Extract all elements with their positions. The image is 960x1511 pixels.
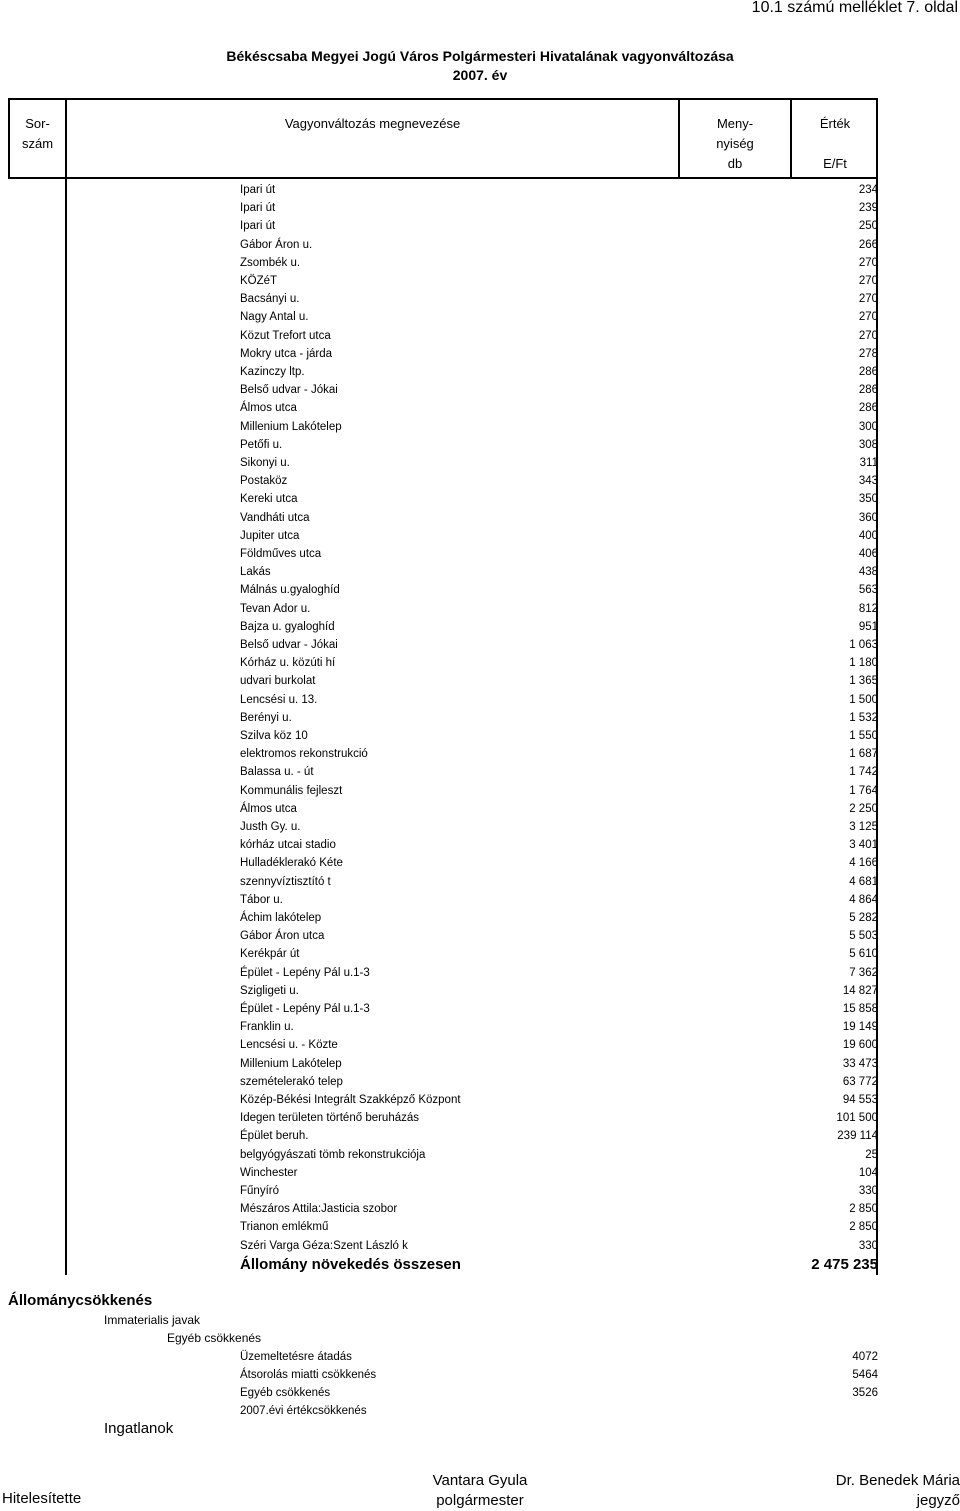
table-row [240,927,878,945]
row-value: 104 [858,1166,878,1179]
row-name: Közép-Békési Integrált Szakképző Központ [240,1094,461,1106]
header-ertek [792,114,878,174]
row-value: 270 [858,329,878,342]
row-name: Málnás u.gyaloghíd [240,584,340,597]
header-megnevezes: Vagyonváltozás megnevezése [284,116,461,131]
table-row [240,1000,878,1018]
row-value: 19 149 [842,1021,878,1034]
row-value: 5 610 [849,948,878,961]
row-name: Áchim lakótelep [240,912,322,924]
decrease-row-value: 5464 [852,1369,878,1381]
row-name: Közut Trefort utca [240,329,331,342]
row-value: 33 473 [842,1057,878,1070]
table-row [240,1073,878,1091]
row-name: udvari burkolat [240,675,316,688]
row-name: Kórház u. közúti hí [240,657,336,670]
row-value: 15 858 [842,1003,878,1015]
header-mennyiseg [680,114,790,174]
table-row [240,709,878,727]
row-value: 19 600 [842,1039,878,1052]
table-row [240,1018,878,1036]
table-row [240,254,878,272]
table-row [240,1055,878,1073]
row-name: Belső udvar - Jókai [240,384,338,397]
row-name: Trianon emlékmű [240,1221,329,1234]
row-name: Széri Varga Géza:Szent László k [240,1239,408,1252]
row-value: 3 401 [849,839,878,852]
row-name: Épület - Lepény Pál u.1-3 [240,1003,370,1015]
row-value: 270 [858,311,878,324]
row-value: 7 362 [849,966,878,979]
row-value: 350 [858,493,878,506]
row-name: Gábor Áron utca [240,930,325,943]
row-name: Winchester [240,1166,298,1179]
decrease-row [240,1366,878,1384]
table-row [240,1146,878,1164]
row-name: Fűnyíró [240,1185,279,1197]
row-name: Tevan Ador u. [240,602,311,615]
row-value: 94 553 [842,1094,878,1106]
row-name: Gábor Áron u. [240,238,313,251]
row-name: Álmos utca [240,402,297,415]
table-row [240,727,878,745]
table-row [240,181,878,199]
header-divider [65,100,67,177]
table-row [240,290,878,308]
table-row [240,1237,878,1255]
table-row [240,509,878,527]
header-sorszam [10,114,65,154]
decrease-row [240,1402,878,1420]
row-value: 286 [858,366,878,378]
table-row [240,1091,878,1109]
row-name: Kazinczy ltp. [240,366,305,378]
table-row [240,327,878,345]
table-row [240,982,878,1000]
table-row [240,308,878,326]
row-name: Sikonyi u. [240,457,290,469]
header-sorszam-line1: Sor- [25,116,50,131]
table-row [240,399,878,417]
row-value: 4 166 [849,857,878,870]
table-row [240,563,878,581]
decrease-row-name: Üzemeltetésre átadás [240,1351,352,1363]
row-value: 2 850 [849,1221,878,1234]
row-value: 3 125 [849,821,878,833]
row-name: Idegen területen történő beruházás [240,1112,420,1125]
row-value: 1 742 [849,766,878,779]
total-value: 2 475 235 [811,1256,878,1273]
row-name: Jupiter utca [240,529,300,542]
row-value: 330 [858,1239,878,1252]
row-name: szemételerakó telep [240,1075,343,1088]
row-name: Kommunális fejleszt [240,784,343,797]
row-value: 330 [858,1185,878,1197]
table-row [240,199,878,217]
table-row [240,490,878,508]
table-row [240,618,878,636]
row-value: 1 550 [849,730,878,742]
row-name: elektromos rekonstrukció [240,748,368,761]
row-value: 4 864 [849,893,878,906]
table-row [240,345,878,363]
row-value: 270 [858,256,878,269]
row-name: szennyvíztisztító t [240,875,331,888]
row-value: 266 [858,238,878,251]
decrease-row [240,1348,878,1366]
row-value: 239 [858,202,878,215]
row-name: Épület beruh. [240,1130,309,1143]
row-value: 812 [858,602,878,615]
row-value: 1 500 [849,693,878,706]
table-row [240,545,878,563]
row-value: 101 500 [836,1112,878,1125]
row-name: Kereki utca [240,493,298,506]
row-value: 951 [858,620,878,633]
table-row [240,527,878,545]
table-row [240,436,878,454]
row-value: 1 063 [849,639,878,651]
row-name: Lakás [240,566,271,579]
header-mennyiseg-line2: nyiség [716,136,754,151]
row-name: Petőfi u. [240,438,283,451]
header-ertek-line2: E/Ft [823,156,847,171]
row-value: 250 [858,220,878,233]
table-row [240,745,878,763]
row-name: Álmos utca [240,802,297,815]
table-row [240,854,878,872]
table-row [240,272,878,290]
row-name: kórház utcai stadio [240,839,336,852]
row-value: 63 772 [842,1075,878,1088]
row-value: 2 250 [849,802,878,815]
row-value: 1 764 [849,784,878,797]
row-value: 270 [858,293,878,306]
row-name: Balassa u. - út [240,766,314,779]
row-value: 239 114 [837,1130,878,1143]
row-name: Ipari út [240,220,276,233]
table-row [240,381,878,399]
mayor-title: polgármester [436,1492,524,1509]
row-name: Bajza u. gyaloghíd [240,620,335,633]
footer-certify: Hitelesítette [2,1490,82,1507]
row-name: Hulladéklerakó Kéte [240,857,343,870]
row-name: Mokry utca - járda [240,347,333,360]
page-label: 10.1 számú melléklet 7. oldal [751,0,958,16]
decrease-realestate: Ingatlanok [104,1420,174,1437]
row-value: 1 365 [849,675,878,688]
row-name: Millenium Lakótelep [240,420,342,433]
row-name: Millenium Lakótelep [240,1057,342,1070]
header-mennyiseg-line1: Meny- [716,116,754,131]
table-row [240,636,878,654]
row-value: 5 503 [849,930,878,943]
row-name: Ipari út [240,184,276,196]
table-row [240,581,878,599]
row-value: 286 [858,402,878,415]
document-title: Békéscsaba Megyei Jogú Város Polgármesteri Hivatalának vagyonváltozása [226,48,734,64]
table-row [240,891,878,909]
row-name: Vandháti utca [240,511,310,524]
table-row [240,909,878,927]
table-row [240,1218,878,1236]
row-value: 406 [858,548,878,560]
row-name: Kerékpár út [240,948,300,961]
row-value: 4 681 [849,875,878,888]
row-name: Épület - Lepény Pál u.1-3 [240,966,370,979]
table-row [240,818,878,836]
table-row [240,782,878,800]
table-row [240,691,878,709]
row-value: 311 [859,457,878,469]
row-value: 286 [858,384,878,397]
decrease-row-value: 3526 [852,1387,878,1399]
footer-notary [790,1471,960,1511]
decrease-other: Egyéb csökkenés [167,1331,262,1345]
table-row [240,836,878,854]
table-row [240,1200,878,1218]
row-name: Szilva köz 10 [240,730,308,742]
row-name: Mészáros Attila:Jasticia szobor [240,1203,398,1216]
row-value: 1 687 [849,748,878,761]
row-name: Zsombék u. [240,256,301,269]
row-name: Lencsési u. - Közte [240,1039,338,1052]
row-value: 14 827 [842,984,878,997]
row-name: Földműves utca [240,548,322,560]
table-row [240,1036,878,1054]
row-value: 2 850 [849,1203,878,1216]
row-value: 400 [858,529,878,542]
decrease-immaterial: Immaterialis javak [104,1313,201,1327]
header-sorszam-line2: szám [21,136,54,151]
notary-title: jegyző [916,1492,960,1509]
document-year: 2007. év [452,67,508,83]
decrease-row-name: 2007.évi értékcsökkenés [240,1405,367,1417]
row-name: Justh Gy. u. [240,821,301,833]
decrease-title: Állománycsökkenés [8,1292,153,1309]
row-value: 343 [858,475,878,488]
row-value: 25 [865,1148,878,1161]
table-row [240,945,878,963]
table-header [8,98,878,179]
table-row [240,672,878,690]
row-name: Franklin u. [240,1021,294,1034]
row-name: Bacsányi u. [240,293,300,306]
total-label: Állomány növekedés összesen [240,1256,461,1273]
table-row [240,418,878,436]
row-value: 1 180 [849,657,878,670]
row-name: belgyógyászati tömb rekonstrukciója [240,1148,426,1161]
notary-name: Dr. Benedek Mária [835,1472,960,1489]
table-row [240,236,878,254]
row-name: Berényi u. [240,711,292,724]
row-name: Ipari út [240,202,276,215]
table-row [240,873,878,891]
table-row [240,654,878,672]
row-value: 278 [858,347,878,360]
table-row [240,1127,878,1145]
decrease-row-name: Egyéb csökkenés [240,1387,331,1399]
table-row [240,217,878,235]
row-value: 300 [858,420,878,433]
decrease-row [240,1384,878,1402]
row-name: Postaköz [240,475,288,488]
row-value: 563 [858,584,878,597]
row-value: 360 [858,511,878,524]
row-name: Lencsési u. 13. [240,693,318,706]
header-mennyiseg-line3: db [727,156,743,171]
table-row [240,1182,878,1200]
table-row [240,472,878,490]
table-row [240,600,878,618]
table-row [240,454,878,472]
row-name: KÖZéT [240,275,278,287]
row-name: Szigligeti u. [240,984,299,997]
table-row [240,1164,878,1182]
row-value: 234 [858,184,878,196]
row-name: Belső udvar - Jókai [240,639,338,651]
table-row [240,363,878,381]
decrease-row-value: 4072 [852,1351,878,1363]
mayor-name: Vantara Gyula [432,1472,528,1489]
footer-mayor [380,1471,580,1511]
table-row [240,763,878,781]
row-value: 308 [858,438,878,451]
decrease-row-name: Átsorolás miatti csökkenés [240,1369,377,1381]
row-name: Tábor u. [240,893,283,906]
table-row [240,800,878,818]
table-row [240,964,878,982]
row-value: 5 282 [849,912,878,924]
row-value: 438 [858,566,878,579]
row-value: 270 [858,275,878,287]
row-name: Nagy Antal u. [240,311,309,324]
row-value: 1 532 [849,711,878,724]
table-row [240,1109,878,1127]
header-ertek-line1: Érték [819,116,851,131]
